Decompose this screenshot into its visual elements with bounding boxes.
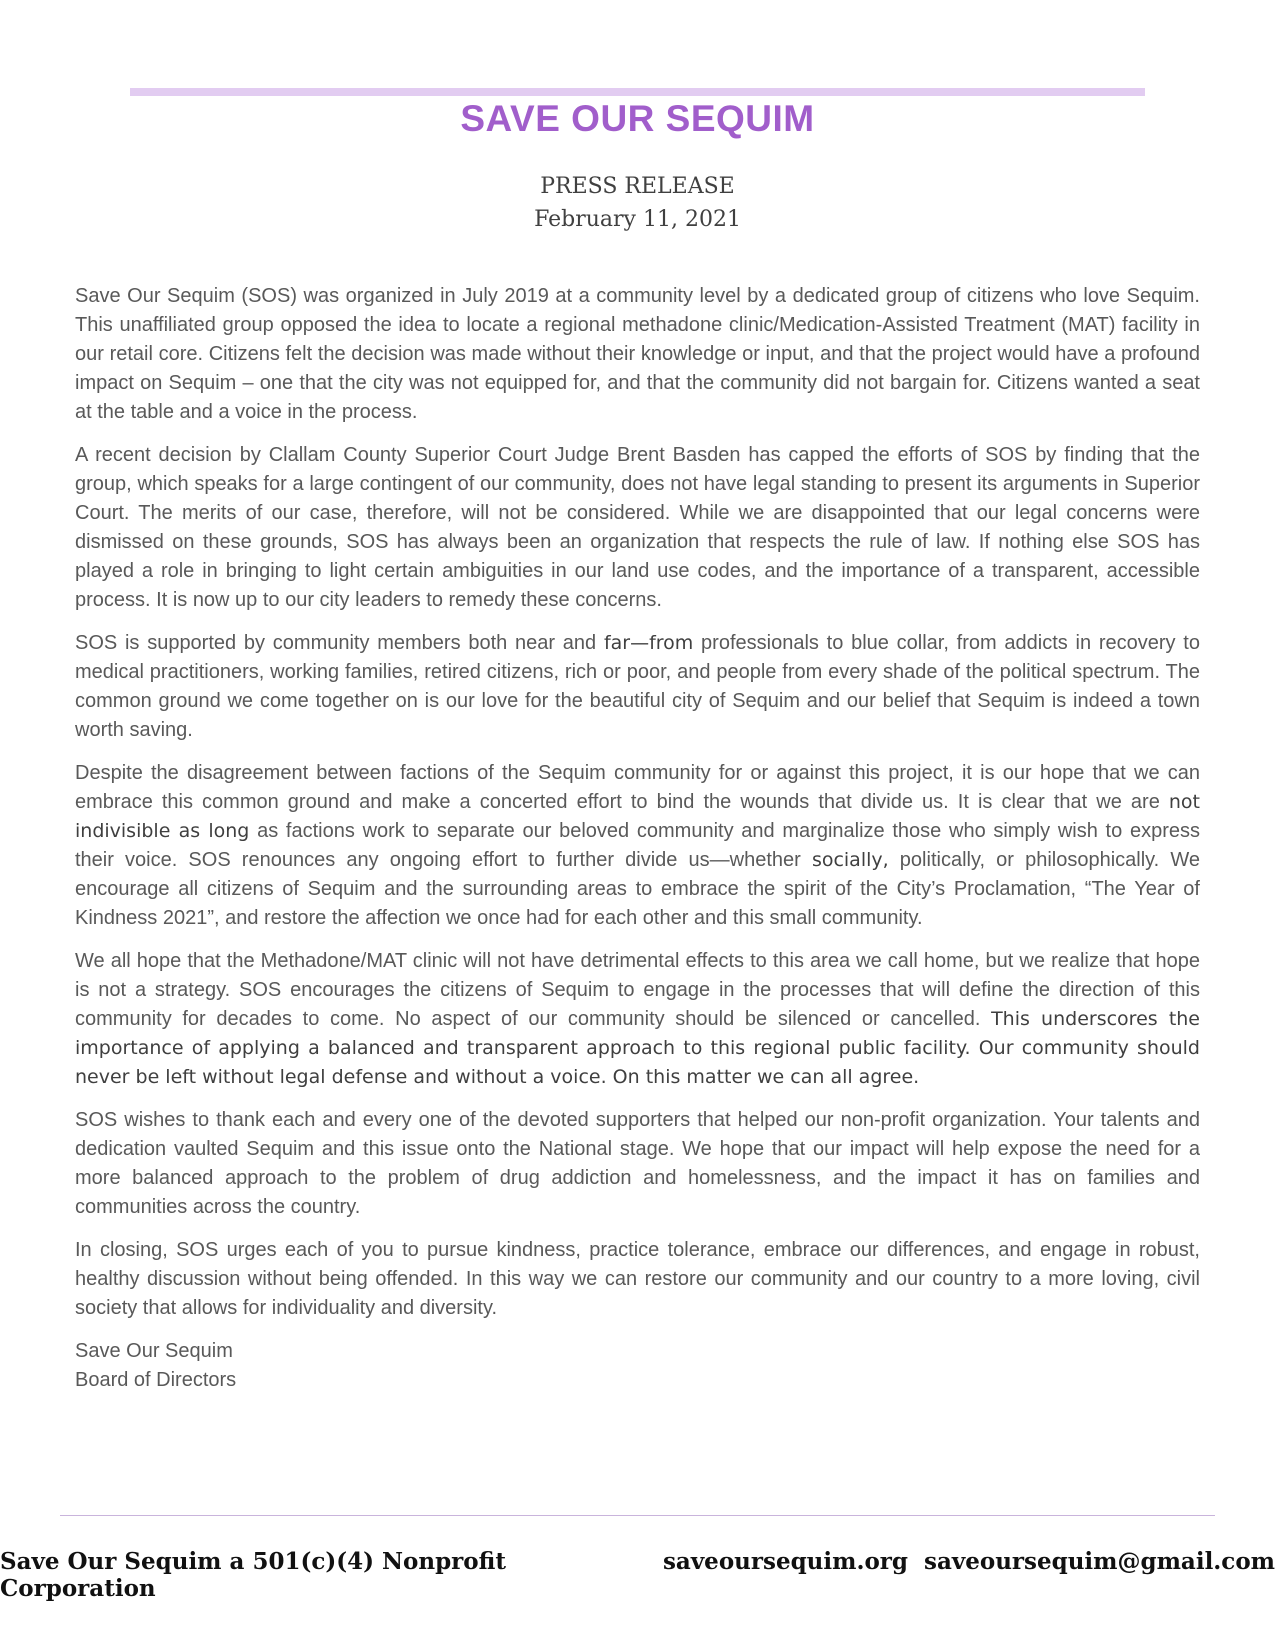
document-title: SAVE OUR SEQUIM <box>460 98 815 139</box>
footer-website: saveoursequim.org <box>662 1548 909 1575</box>
text-run-alt: socially, <box>811 849 889 871</box>
subtitle-block <box>0 170 1275 236</box>
text-run: professionals to blue collar, from addicts in recovery to medical practitioners, working families, retired citizens, rich or poor, and people from every shade of the political spectrum. The common ground we come together on is our love for the beautiful city of Sequim and our belief that Sequim is indeed a town worth saving. <box>75 632 1200 741</box>
text-run: Save Our Sequim (SOS) was organized in July 2019 at a community level by a dedicated group of citizens who love Sequim. This unaffiliated group opposed the idea to locate a regional methadone clinic/Medication-Assisted Treatment (MAT) facility in our retail core. Citizens felt the decision was made without their knowledge or input, and that the project would have a profound impact on Sequim – one that the city was not equipped for, and that the community did not bargain for. Citizens wanted a seat at the table and a voice in the process. <box>75 285 1200 423</box>
text-run: as factions work to separate our beloved community and marginalize those who simply wish to express their voice. SOS renounces any ongoing effort to further divide us—whether <box>75 820 1200 871</box>
text-run: A recent decision by Clallam County Superior Court Judge Brent Basden has capped the efforts of SOS by finding that the group, which speaks for a large contingent of our community, does not have legal standing to present its arguments in Superior Court. The merits of our case, therefore, will not be considered. While we are disappointed that our legal concerns were dismissed on these grounds, SOS has always been an organization that respects the rule of law. If nothing else SOS has played a role in bringing to light certain ambiguities in our land use codes, and the importance of a transparent, accessible process. It is now up to our city leaders to remedy these concerns. <box>75 444 1200 611</box>
signature-org: Save Our Sequim <box>75 1340 233 1362</box>
document-date: February 11, 2021 <box>534 207 741 232</box>
paragraph-6 <box>75 1106 1200 1222</box>
body-paragraphs <box>75 282 1200 1323</box>
text-run: SOS is supported by community members both near and <box>75 632 604 654</box>
text-run: We all hope that the Methadone/MAT clinic will not have detrimental effects to this area we call home, but we realize that hope is not a strategy. SOS encourages the citizens of Sequim to engage in the processes that will define the direction of this community for decades to come. No aspect of our community should be silenced or cancelled. <box>75 950 1200 1030</box>
footer <box>0 1548 1275 1602</box>
paragraph-2 <box>75 441 1200 615</box>
signature-block <box>75 1337 1200 1395</box>
paragraph-7 <box>75 1236 1200 1323</box>
text-run: SOS wishes to thank each and every one of the devoted supporters that helped our non-profit organization. Your talents and dedication vaulted Sequim and this issue onto the National stage. We hope that our impact will help expose the need for a more balanced approach to the problem of drug addiction and homelessness, and the impact it has on families and communities across the country. <box>75 1109 1200 1218</box>
footer-divider-rule <box>60 1515 1215 1516</box>
paragraph-4 <box>75 759 1200 933</box>
footer-org-name: Save Our Sequim a 501(c)(4) Nonprofit Corporation <box>0 1548 506 1602</box>
text-run-alt: This underscores the importance of applying a balanced and transparent approach to this regional public facility. Our community should never be left without legal defense and without a voice. On this matter we can all agree. <box>75 1008 1200 1088</box>
paragraph-5 <box>75 947 1200 1092</box>
signature-board: Board of Directors <box>75 1369 237 1391</box>
paragraph-3 <box>75 629 1200 745</box>
text-run: politically, or philosophically. We encourage all citizens of Sequim and the surrounding areas to embrace the spirit of the City’s Proclamation, “The Year of Kindness 2021”, and restore the affection we once had for each other and this small community. <box>75 849 1200 929</box>
header-divider-bar <box>130 88 1145 96</box>
text-run-alt: far—from <box>603 632 694 654</box>
footer-email: saveoursequim@gmail.com <box>924 1548 1275 1575</box>
text-run-alt: not indivisible as long <box>75 791 1200 842</box>
text-run: Despite the disagreement between factions of the Sequim community for or against this project, it is our hope that we can embrace this common ground and make a concerted effort to bind the wounds that divide us. It is clear that we are <box>75 762 1200 813</box>
text-run: In closing, SOS urges each of you to pursue kindness, practice tolerance, embrace our differences, and engage in robust, healthy discussion without being offended. In this way we can restore our community and our country to a more loving, civil society that allows for individuality and diversity. <box>75 1239 1200 1319</box>
paragraph-1 <box>75 282 1200 427</box>
press-release-label: PRESS RELEASE <box>540 174 735 199</box>
